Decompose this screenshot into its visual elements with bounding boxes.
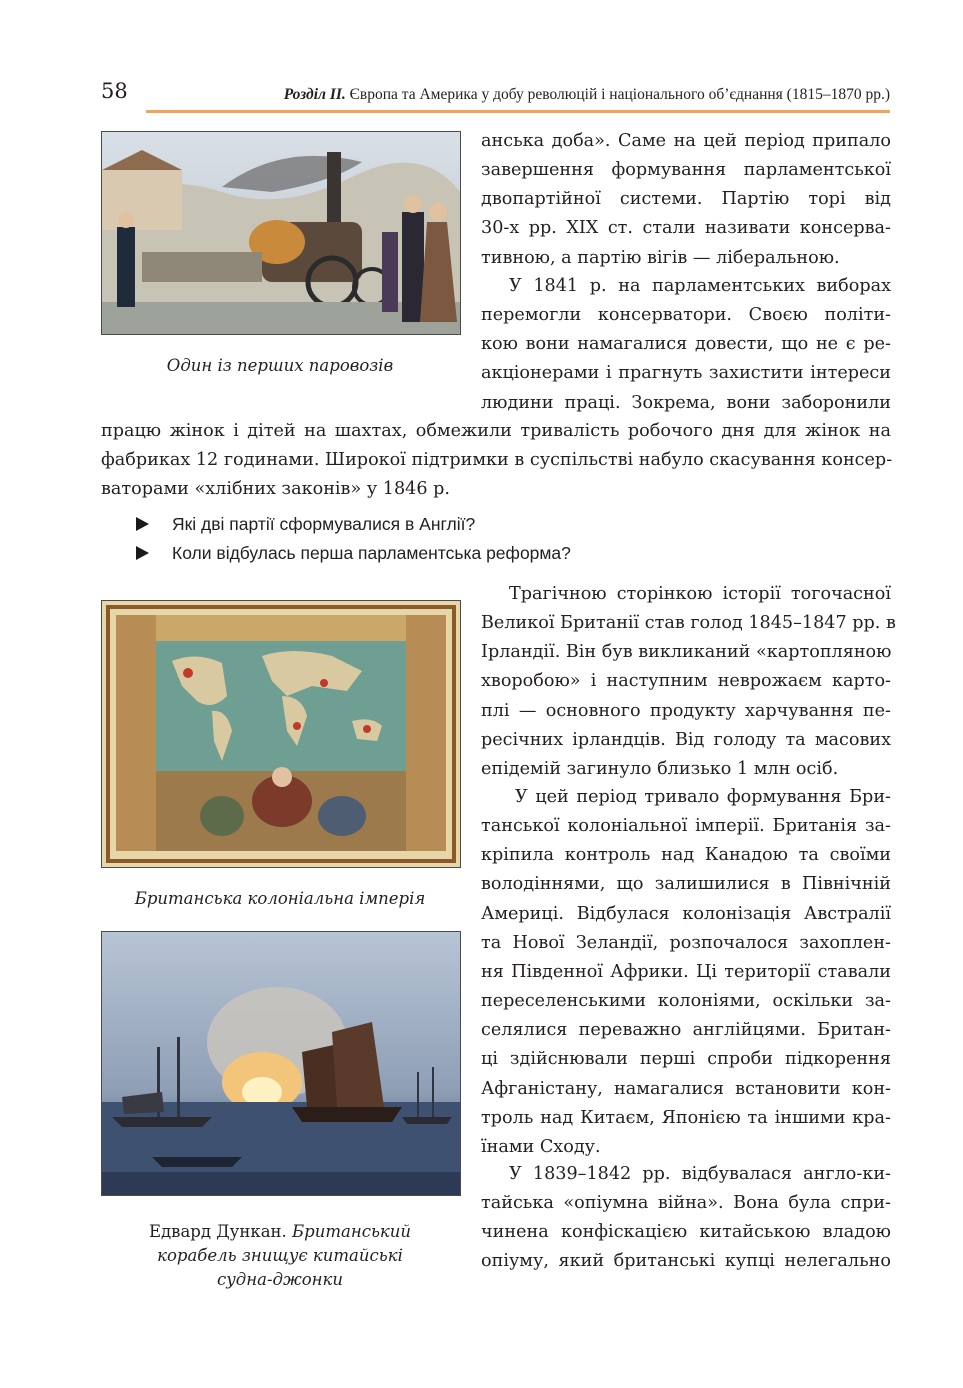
text-line: селялися переважно англійцями. Британ- <box>481 1020 891 1041</box>
header-rule <box>146 110 890 113</box>
text-line: ня Південної Африки. Ці території ставали <box>481 961 891 982</box>
text-line: 30-х рр. XIX ст. стали називати консерва- <box>481 218 891 239</box>
chapter-title: Європа та Америка у добу революцій і національного об’єднання (1815–1870 рр.) <box>349 86 890 103</box>
text-line: хворобою» і наступним неврожаєм карто- <box>481 671 891 692</box>
text-line: кріпила контроль над Канадою та своїми <box>481 845 891 866</box>
text-line: володіннями, що залишилися в Північній <box>481 874 891 895</box>
paragraph-3 <box>481 580 896 784</box>
text-line: плі — основного продукту харчування пе- <box>481 700 891 721</box>
paragraph-4 <box>481 783 891 1162</box>
text-line: опіуму, який британські купці нелегально <box>481 1251 891 1272</box>
triangle-bullet-icon <box>136 546 149 560</box>
caption-title-line3: судна-джонки <box>216 1270 344 1289</box>
text-line: троль над Китаєм, Японією та іншими кра- <box>481 1107 891 1128</box>
text-line: ресічних ірландців. Від голоду та масових <box>481 729 891 750</box>
locomotive-illustration <box>101 131 461 335</box>
paragraph-1 <box>481 127 891 273</box>
text-line: Ірландії. Він був викликаний «картопляною <box>481 642 892 663</box>
text-line: переселенськими колоніями, оскільки за- <box>481 991 891 1012</box>
caption-title-line1: Британський <box>292 1222 412 1241</box>
locomotive-caption: Один із перших паровозів <box>166 356 394 375</box>
page-number: 58 <box>101 79 128 103</box>
text-line: їнами Сходу. <box>481 1136 601 1157</box>
caption-title-line2: корабель знищує китайські <box>157 1246 403 1265</box>
paragraph-5 <box>481 1160 891 1277</box>
text-line: чинена конфіскацією китайською владою <box>481 1222 891 1243</box>
text-line: кою вони намагалися довести, що не є ре- <box>481 334 891 355</box>
paragraph-2 <box>481 272 891 418</box>
triangle-bullet-icon <box>136 517 149 531</box>
text-line: тивною, а партію вігів — ліберальною. <box>481 247 840 268</box>
question-item <box>136 539 571 568</box>
text-line: У 1841 р. на парламентських виборах <box>509 276 891 296</box>
text-line: людини праці. Зокрема, вони заборонили <box>481 392 891 413</box>
question-item <box>136 510 571 539</box>
text-line: тайська «опіумна війна». Вона була спри- <box>481 1193 891 1214</box>
empire-map-illustration <box>101 600 461 868</box>
text-line: У 1839–1842 рр. відбувалася англо-ки- <box>509 1164 891 1184</box>
text-line: завершення формування парламентської <box>481 160 891 181</box>
text-line: ваторами «хлібних законів» у 1846 р. <box>101 479 450 500</box>
text-line: Афганістану, намагалися встановити кон- <box>481 1078 891 1099</box>
text-line: епідемій загинуло близько 1 млн осіб. <box>481 758 839 779</box>
text-line: працю жінок і дітей на шахтах, обмежили тривалість робочого дня для жінок на <box>101 421 891 441</box>
text-line: двопартійної системи. Партію торі від <box>481 189 891 210</box>
section-label: Розділ ІІ. <box>283 86 346 103</box>
question-list <box>136 510 571 568</box>
ships-painting <box>101 931 461 1196</box>
text-line: У цей період тривало формування Бри- <box>515 787 891 807</box>
text-line: анська доба». Саме на цей період припало <box>481 131 891 151</box>
question-text: Коли відбулась перша парламентська реформа? <box>172 543 571 563</box>
text-line: ці здійснювали перші спроби підкорення <box>481 1049 891 1070</box>
text-line: акціонерами і прагнуть захистити інтереси <box>481 363 891 384</box>
empire-caption: Британська колоніальна імперія <box>134 889 426 908</box>
text-line: та Нової Зеландії, розпочалося захоплен- <box>481 932 891 953</box>
text-line: Великої Британії став голод 1845–1847 рр. в <box>481 613 896 634</box>
text-line: Америці. Відбулася колонізація Австралії <box>481 903 891 924</box>
running-head <box>190 86 890 104</box>
text-line: Трагічною сторінкою історії тогочасної <box>509 584 891 604</box>
text-line: перемогли консерватори. Своєю політи- <box>481 305 891 326</box>
text-line: фабриках 12 годинами. Широкої підтримки в суспільстві набуло скасування консер- <box>101 450 893 471</box>
caption-author: Едвард Дункан. <box>148 1222 287 1241</box>
text-line: танської колоніальної імперії. Британія за- <box>481 816 891 837</box>
ships-caption <box>101 1220 459 1292</box>
paragraph-2-continued <box>101 417 891 504</box>
question-text: Які дві партії сформувалися в Англії? <box>172 514 476 534</box>
